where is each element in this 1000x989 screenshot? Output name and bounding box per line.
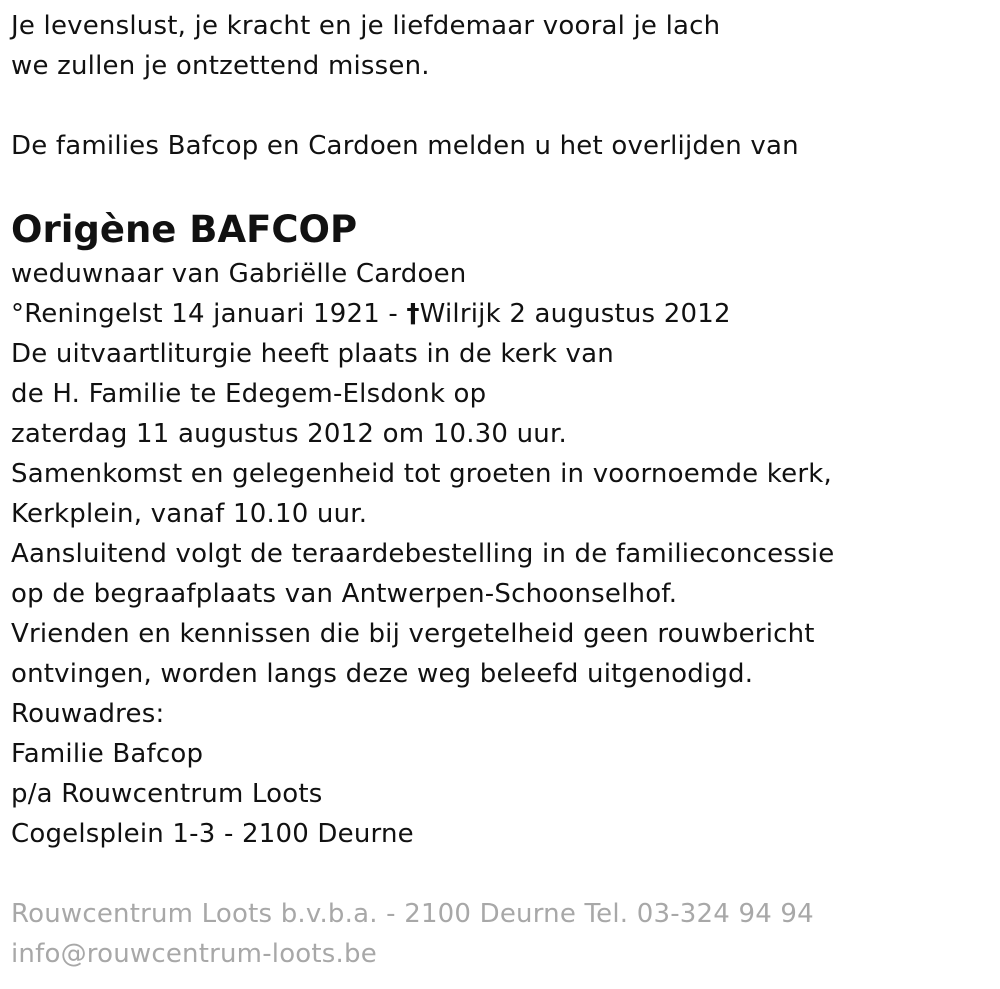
body-line: zaterdag 11 augustus 2012 om 10.30 uur. [11,419,567,449]
death-info: Wilrijk 2 augustus 2012 [419,299,731,329]
birth-symbol: ° [11,299,25,329]
mourning-address-label: Rouwadres: [11,699,165,729]
body-line: Samenkomst en gelegenheid tot groeten in voornoemde kerk, [11,459,832,489]
body-line: Aansluitend volgt de teraardebestelling in de familieconcessie [11,539,835,569]
spacer [11,86,991,126]
intro-line-2: we zullen je ontzettend missen. [11,51,430,81]
body-line: de H. Familie te Edegem-Elsdonk op [11,379,487,409]
address-line: Familie Bafcop [11,739,204,769]
address-line: p/a Rouwcentrum Loots [11,779,323,809]
body-line: op de begraafplaats van Antwerpen-Schoonselhof. [11,579,678,609]
spacer [11,854,991,894]
relation: weduwnaar van Gabriëlle Cardoen [11,259,467,289]
announcement: De families Bafcop en Cardoen melden u het overlijden van [11,131,799,161]
body-line: Kerkplein, vanaf 10.10 uur. [11,499,368,529]
body-line: ontvingen, worden langs deze weg beleefd uitgenodigd. [11,659,754,689]
address-line: Cogelsplein 1-3 - 2100 Deurne [11,819,414,849]
birth-info: Reningelst 14 januari 1921 - [24,299,407,329]
body-line: Vrienden en kennissen die bij vergetelheid geen rouwbericht [11,619,815,649]
deceased-name: Origène BAFCOP [11,208,358,251]
funeral-home-info: Rouwcentrum Loots b.v.b.a. - 2100 Deurne Tel. 03-324 94 94 [11,899,814,929]
body-line: De uitvaartliturgie heeft plaats in de kerk van [11,339,614,369]
death-notice [11,6,991,974]
spacer [11,166,991,206]
life-dates [11,294,991,334]
intro-line-1: Je levenslust, je kracht en je liefdemaar vooral je lach [11,11,721,41]
funeral-home-footer [11,894,991,974]
cross-icon: † [406,299,420,329]
funeral-home-email[interactable]: info@rouwcentrum-loots.be [11,939,377,969]
